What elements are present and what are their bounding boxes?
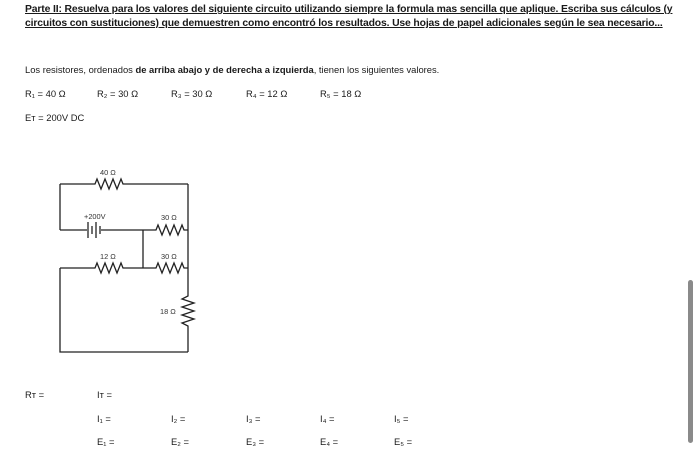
resistor-12-ohm [60,263,143,273]
intro-bold: de arriba abajo y de derecha a izquierda [135,64,314,75]
r3-value: R₃ = 30 Ω [171,88,213,99]
r4-value: R₄ = 12 Ω [246,88,288,99]
source-value: Eᴛ = 200V DC [25,112,85,123]
resistor-40-ohm-top [60,179,188,189]
e3-answer: E₃ = [246,436,265,447]
label-source: +200V [84,212,106,221]
i1-answer: I₁ = [97,413,111,424]
r2-value: R₂ = 30 Ω [97,88,139,99]
i3-answer: I₃ = [246,413,261,424]
label-r-lower-left: 12 Ω [100,252,116,261]
resistor-30-ohm-middle [143,225,188,235]
label-r-mid-right: 30 Ω [161,213,177,222]
resistor-18-ohm-vertical [182,268,194,352]
vertical-scrollbar[interactable] [688,280,693,443]
r5-value: R₅ = 18 Ω [320,88,362,99]
label-r-vertical: 18 Ω [160,307,176,316]
i2-answer: I₂ = [171,413,186,424]
label-r-lower-right: 30 Ω [161,252,177,261]
intro-prefix: Los resistores, ordenados [25,64,136,75]
e4-answer: E₄ = [320,436,339,447]
resistor-30-ohm-lower [143,263,188,273]
i4-answer: I₄ = [320,413,335,424]
intro-suffix: , tienen los siguientes valores. [313,64,440,75]
it-answer: Iᴛ = [97,389,112,400]
e2-answer: E₂ = [171,436,189,447]
i5-answer: I₅ = [394,413,409,424]
label-r-top: 40 Ω [100,168,116,177]
rt-answer: Rᴛ = [25,389,45,400]
e1-answer: E₁ = [97,436,115,447]
r1-value: R₁ = 40 Ω [25,88,66,99]
e5-answer: E₅ = [394,436,413,447]
instructions-heading: Parte II: Resuelva para los valores del siguiente circuito utilizando siempre la formula mas sencilla que aplique. Escriba sus cálculos (y circuitos con sustituciones) que demuestren como encontró los resultados. Use hojas de papel adicionales según le sea necesario... [25,4,673,29]
